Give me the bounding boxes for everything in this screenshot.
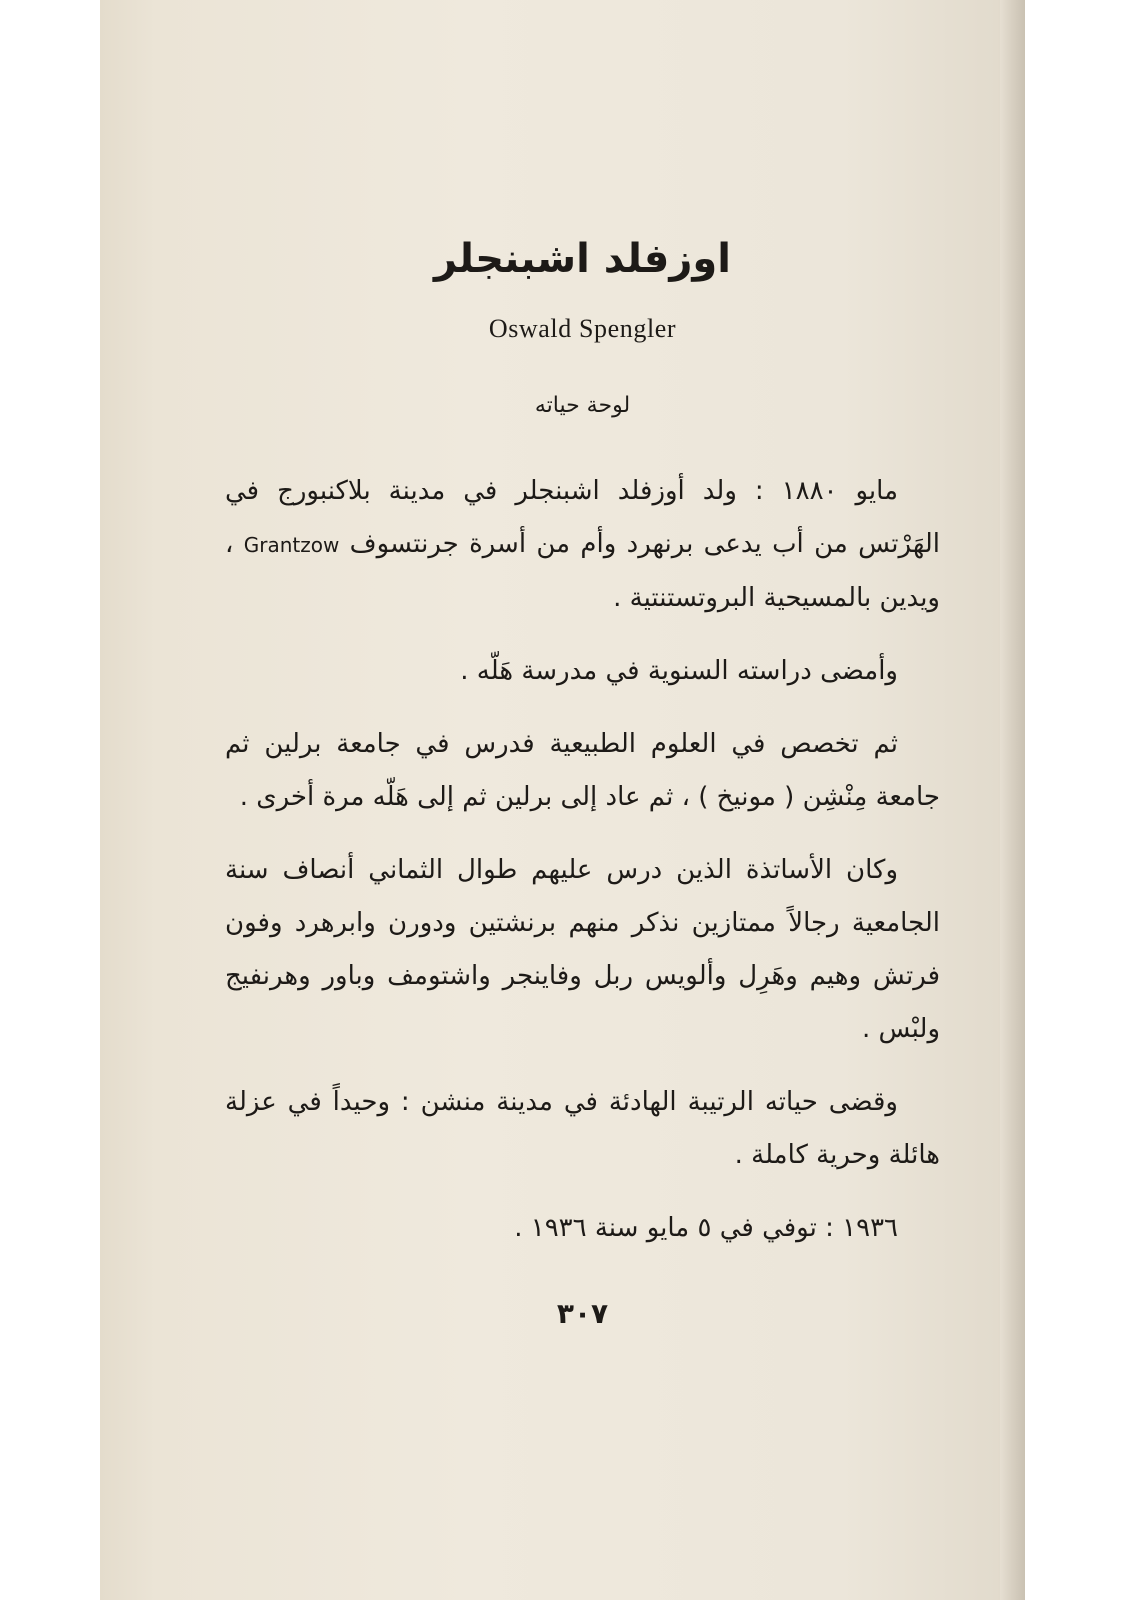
page-edge (1000, 0, 1025, 1600)
paragraph-death: ١٩٣٦ : توفي في ٥ مايو سنة ١٩٣٦ . (514, 1213, 898, 1243)
paragraph-birth (225, 465, 940, 625)
paragraph-school: وأمضى دراسته السنوية في مدرسة هَلّه . (460, 656, 898, 686)
section-subtitle: لوحة حياته (534, 393, 631, 418)
page-number: ٣٠٧ (556, 1297, 609, 1330)
paragraph-birth-text: مايو ١٨٨٠ : ولد أوزفلد اشبنجلر في مدينة بلاكنبورج في الهَرْتس من أب يدعى برنهرد وأم من أسرة جرنتسوف (225, 476, 941, 559)
page-title-latin: Oswald Spengler (488, 314, 677, 343)
paragraph-professors: وكان الأساتذة الذين درس عليهم طوال الثماني أنصاف سنة الجامعية رجالاً ممتازين نذكر منهم برنشتين ودورن وابرهرد وفون فرتش وهيم وهَرِل وألويس ربل وفاينجر واشتومف وباور وهرنفيج ولبْس . (225, 855, 940, 1044)
paragraph-birth-text-end: ، ويدين بالمسيحية البروتستنتية . (225, 529, 940, 613)
page-content (225, 215, 940, 1330)
paragraph-life: وقضى حياته الرتيبة الهادئة في مدينة منشن : وحيداً في عزلة هائلة وحرية كاملة . (225, 1087, 940, 1170)
latin-name-grantzow: Grantzow (243, 533, 340, 557)
paragraph-university: ثم تخصص في العلوم الطبيعية فدرس في جامعة برلين ثم جامعة مِنْشِن ( مونيخ ) ، ثم عاد إلى برلين ثم إلى هَلّه مرة أخرى . (225, 729, 940, 812)
page-title-arabic: اوزفلد اشبنجلر (434, 236, 731, 282)
body-text (225, 465, 940, 1255)
